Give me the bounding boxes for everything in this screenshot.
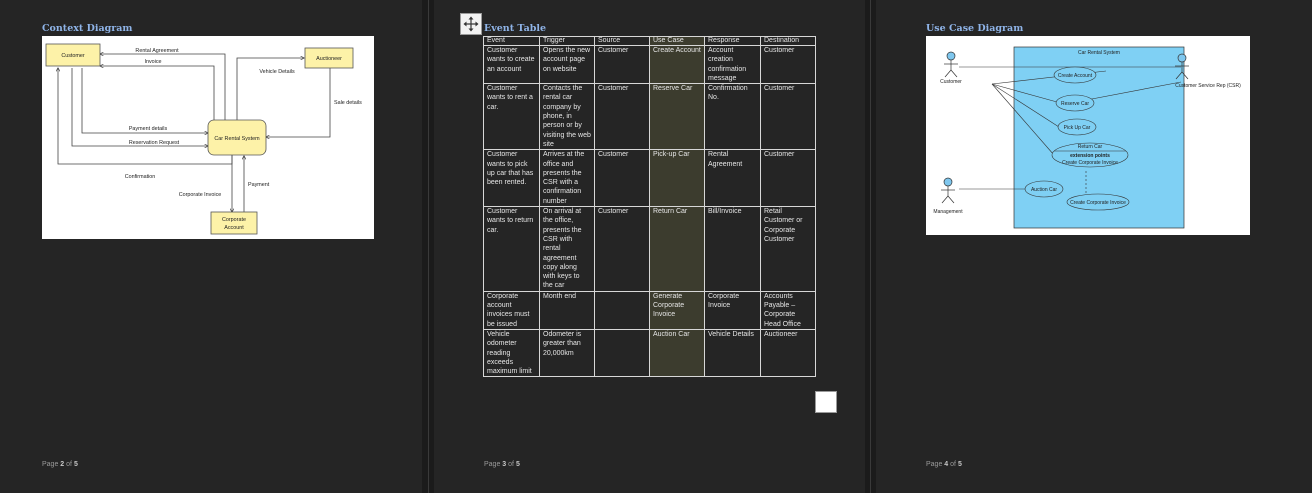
- page-2-footer: [42, 461, 78, 468]
- flow-payment-details: Payment details: [128, 126, 168, 132]
- footer-of: of: [506, 461, 516, 468]
- table-cell[interactable]: Auction Car: [650, 329, 705, 376]
- footer-of: of: [64, 461, 74, 468]
- flow-rental-agreement: Rental Agreement: [135, 48, 179, 54]
- table-cell[interactable]: Odometer is greater than 20,000km: [540, 329, 595, 376]
- footer-of: of: [948, 461, 958, 468]
- header-destination[interactable]: Destination: [761, 37, 816, 46]
- use-case-label: Pick Up Car: [1063, 125, 1091, 131]
- use-case-label: Create Account: [1057, 73, 1093, 79]
- footer-prefix: Page: [926, 461, 945, 468]
- header-source[interactable]: Source: [595, 37, 650, 46]
- table-cell[interactable]: Pick-up Car: [650, 150, 705, 207]
- table-cell[interactable]: Return Car: [650, 207, 705, 292]
- table-cell[interactable]: Account creation confirmation message: [705, 46, 761, 84]
- table-row: [484, 207, 816, 292]
- table-cell[interactable]: Customer wants to create an account: [484, 46, 540, 84]
- use-case-create-account: [1054, 67, 1096, 83]
- auctioneer-entity: [305, 48, 353, 68]
- table-cell[interactable]: Corporate Invoice: [705, 291, 761, 329]
- table-cell[interactable]: Opens the new account page on website: [540, 46, 595, 84]
- table-header-row: [484, 37, 816, 46]
- use-case-label: Auction Car: [1030, 187, 1058, 193]
- use-case-reserve-car: [1056, 95, 1094, 111]
- system-label: Car Rental System: [214, 136, 260, 142]
- table-cell[interactable]: Reserve Car: [650, 84, 705, 150]
- actor-customer-label: Customer: [940, 79, 962, 85]
- table-cell[interactable]: [595, 291, 650, 329]
- table-cell[interactable]: Corporate account invoices must be issued: [484, 291, 540, 329]
- flow-confirmation: Confirmation: [124, 174, 156, 180]
- use-case-label: Create Corporate Invoice: [1070, 200, 1126, 206]
- context-diagram[interactable]: [42, 36, 374, 239]
- system-boundary-label: Car Rental System: [1078, 50, 1120, 56]
- table-cell[interactable]: Vehicle odometer reading exceeds maximum limit: [484, 329, 540, 376]
- use-case-label: Return Car: [1077, 144, 1103, 150]
- actor-customer: [944, 52, 958, 77]
- table-cell[interactable]: Customer: [595, 150, 650, 207]
- page-separator: [870, 0, 871, 493]
- flow-reservation-request: Reservation Request: [128, 140, 180, 146]
- customer-entity: [46, 44, 100, 66]
- use-case-label: Reserve Car: [1060, 101, 1090, 107]
- table-cell[interactable]: Month end: [540, 291, 595, 329]
- flow-invoice: Invoice: [144, 59, 162, 65]
- car-rental-system-process: [208, 120, 266, 155]
- corporate-label-1: Corporate: [222, 217, 246, 223]
- table-cell[interactable]: Customer: [595, 84, 650, 150]
- table-cell[interactable]: Customer wants to rent a car.: [484, 84, 540, 150]
- use-case-return-car: [1052, 143, 1128, 167]
- page-3-footer: [484, 461, 520, 468]
- actor-management: [941, 178, 955, 203]
- footer-page-number: 2: [60, 461, 65, 468]
- extension-point-item: Create Corporate Invoice: [1062, 160, 1118, 166]
- event-table[interactable]: [483, 36, 816, 377]
- flow-vehicle-details: Vehicle Details: [259, 69, 295, 75]
- use-case-create-corporate-invoice: [1067, 194, 1129, 210]
- table-cell[interactable]: Customer: [595, 46, 650, 84]
- table-row: [484, 329, 816, 376]
- move-arrows-icon: [463, 16, 479, 32]
- flow-payment: Payment: [248, 182, 270, 188]
- table-cell[interactable]: Generate Corporate Invoice: [650, 291, 705, 329]
- table-cell[interactable]: Rental Agreement: [705, 150, 761, 207]
- actor-csr-label: Customer Service Rep (CSR): [1175, 83, 1241, 89]
- header-event[interactable]: Event: [484, 37, 540, 46]
- table-cell[interactable]: Customer: [761, 46, 816, 84]
- table-cell[interactable]: Confirmation No.: [705, 84, 761, 150]
- footer-page-total: 5: [515, 461, 520, 468]
- use-case-diagram-heading: Use Case Diagram: [926, 23, 1024, 34]
- table-cell[interactable]: Bill/Invoice: [705, 207, 761, 292]
- table-row: [484, 84, 816, 150]
- table-cell[interactable]: Customer: [761, 150, 816, 207]
- table-cell[interactable]: Accounts Payable – Corporate Head Office: [761, 291, 816, 329]
- table-row: [484, 46, 816, 84]
- table-cell[interactable]: Customer wants to pick up car that has been rented.: [484, 150, 540, 207]
- table-cell[interactable]: Create Account: [650, 46, 705, 84]
- customer-label: Customer: [61, 53, 85, 59]
- table-cell[interactable]: Retail Customer or Corporate Customer: [761, 207, 816, 292]
- table-resize-handle[interactable]: [815, 391, 837, 413]
- footer-page-number: 4: [944, 461, 949, 468]
- table-cell[interactable]: Auctioneer: [761, 329, 816, 376]
- table-row: [484, 291, 816, 329]
- table-cell[interactable]: Arrives at the office and presents the CSR with a confirmation number: [540, 150, 595, 207]
- page-4-footer: [926, 461, 962, 468]
- footer-page-total: 5: [957, 461, 962, 468]
- table-cell[interactable]: Contacts the rental car company by phone, in person or by visiting the web site: [540, 84, 595, 150]
- table-cell[interactable]: On arrival at the office, presents the CSR with rental agreement copy along with keys to the car: [540, 207, 595, 292]
- table-row: [484, 150, 816, 207]
- header-trigger[interactable]: Trigger: [540, 37, 595, 46]
- table-move-handle[interactable]: [460, 13, 482, 35]
- context-diagram-heading: Context Diagram: [42, 23, 133, 34]
- table-cell[interactable]: Vehicle Details: [705, 329, 761, 376]
- event-table-heading: Event Table: [484, 23, 547, 34]
- footer-page-number: 3: [502, 461, 507, 468]
- header-response[interactable]: Response: [705, 37, 761, 46]
- header-use-case[interactable]: Use Case: [650, 37, 705, 46]
- footer-prefix: Page: [484, 461, 503, 468]
- use-case-pick-up-car: [1058, 119, 1096, 135]
- use-case-auction-car: [1025, 181, 1063, 197]
- extension-points-label: extension points: [1070, 153, 1110, 159]
- corporate-account-entity: [211, 212, 257, 234]
- page-separator: [428, 0, 429, 493]
- table-cell[interactable]: [595, 329, 650, 376]
- flow-sale-details: Sale details: [334, 100, 362, 106]
- table-cell[interactable]: Customer: [761, 84, 816, 150]
- table-cell[interactable]: Customer: [595, 207, 650, 292]
- auctioneer-label: Auctioneer: [316, 56, 342, 62]
- table-cell[interactable]: Customer wants to return car.: [484, 207, 540, 292]
- use-case-diagram[interactable]: [926, 36, 1250, 235]
- flow-corporate-invoice: Corporate Invoice: [178, 192, 222, 198]
- footer-page-total: 5: [73, 461, 78, 468]
- corporate-label-2: Account: [224, 225, 244, 231]
- actor-management-label: Management: [933, 209, 963, 215]
- footer-prefix: Page: [42, 461, 61, 468]
